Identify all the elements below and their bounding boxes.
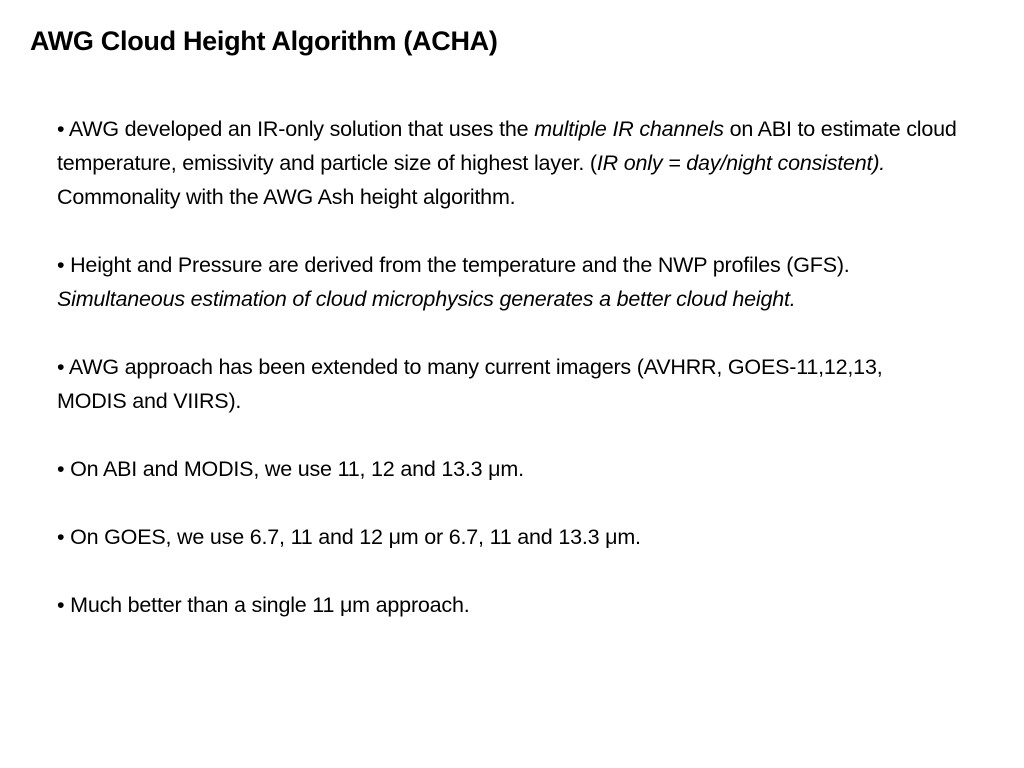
bullet-text: Height and Pressure are derived from the temperature and the NWP profiles (GFS). bbox=[70, 253, 850, 277]
bullet-text: AWG developed an IR-only solution that uses the bbox=[68, 117, 535, 141]
bullet-text-emphasis: IR only = day/night consistent). bbox=[596, 151, 886, 175]
bullet-item bbox=[57, 452, 957, 486]
bullet-item bbox=[57, 520, 957, 554]
bullet-item bbox=[57, 248, 957, 316]
bullet-marker: • bbox=[57, 117, 65, 141]
bullet-marker: • bbox=[57, 253, 65, 277]
bullet-text: Commonality with the AWG Ash height algorithm. bbox=[57, 185, 516, 209]
bullet-text: On GOES, we use 6.7, 11 and 12 μm or 6.7, 11 and 13.3 μm. bbox=[70, 525, 641, 549]
bullet-marker: • bbox=[57, 355, 65, 379]
bullet-marker: • bbox=[57, 593, 65, 617]
bullet-text: Much better than a single 11 μm approach. bbox=[70, 593, 470, 617]
bullet-list bbox=[57, 112, 957, 622]
slide-title: AWG Cloud Height Algorithm (ACHA) bbox=[30, 26, 498, 56]
bullet-marker: • bbox=[57, 525, 65, 549]
bullet-text: On ABI and MODIS, we use 11, 12 and 13.3 μm. bbox=[70, 457, 524, 481]
bullet-text-emphasis: Simultaneous estimation of cloud microphysics generates a better cloud height. bbox=[57, 287, 796, 311]
bullet-text: AWG approach has been extended to many current imagers (AVHRR, GOES-11,12,13, MODIS and VIIRS). bbox=[57, 355, 883, 413]
bullet-marker: • bbox=[57, 457, 65, 481]
bullet-text-emphasis: multiple IR channels bbox=[534, 117, 724, 141]
bullet-item bbox=[57, 350, 957, 418]
bullet-text: on ABI to estimate cloud temperature, emissivity and particle size of highest layer. ( bbox=[57, 117, 957, 175]
bullet-item bbox=[57, 588, 957, 622]
bullet-item bbox=[57, 112, 957, 214]
